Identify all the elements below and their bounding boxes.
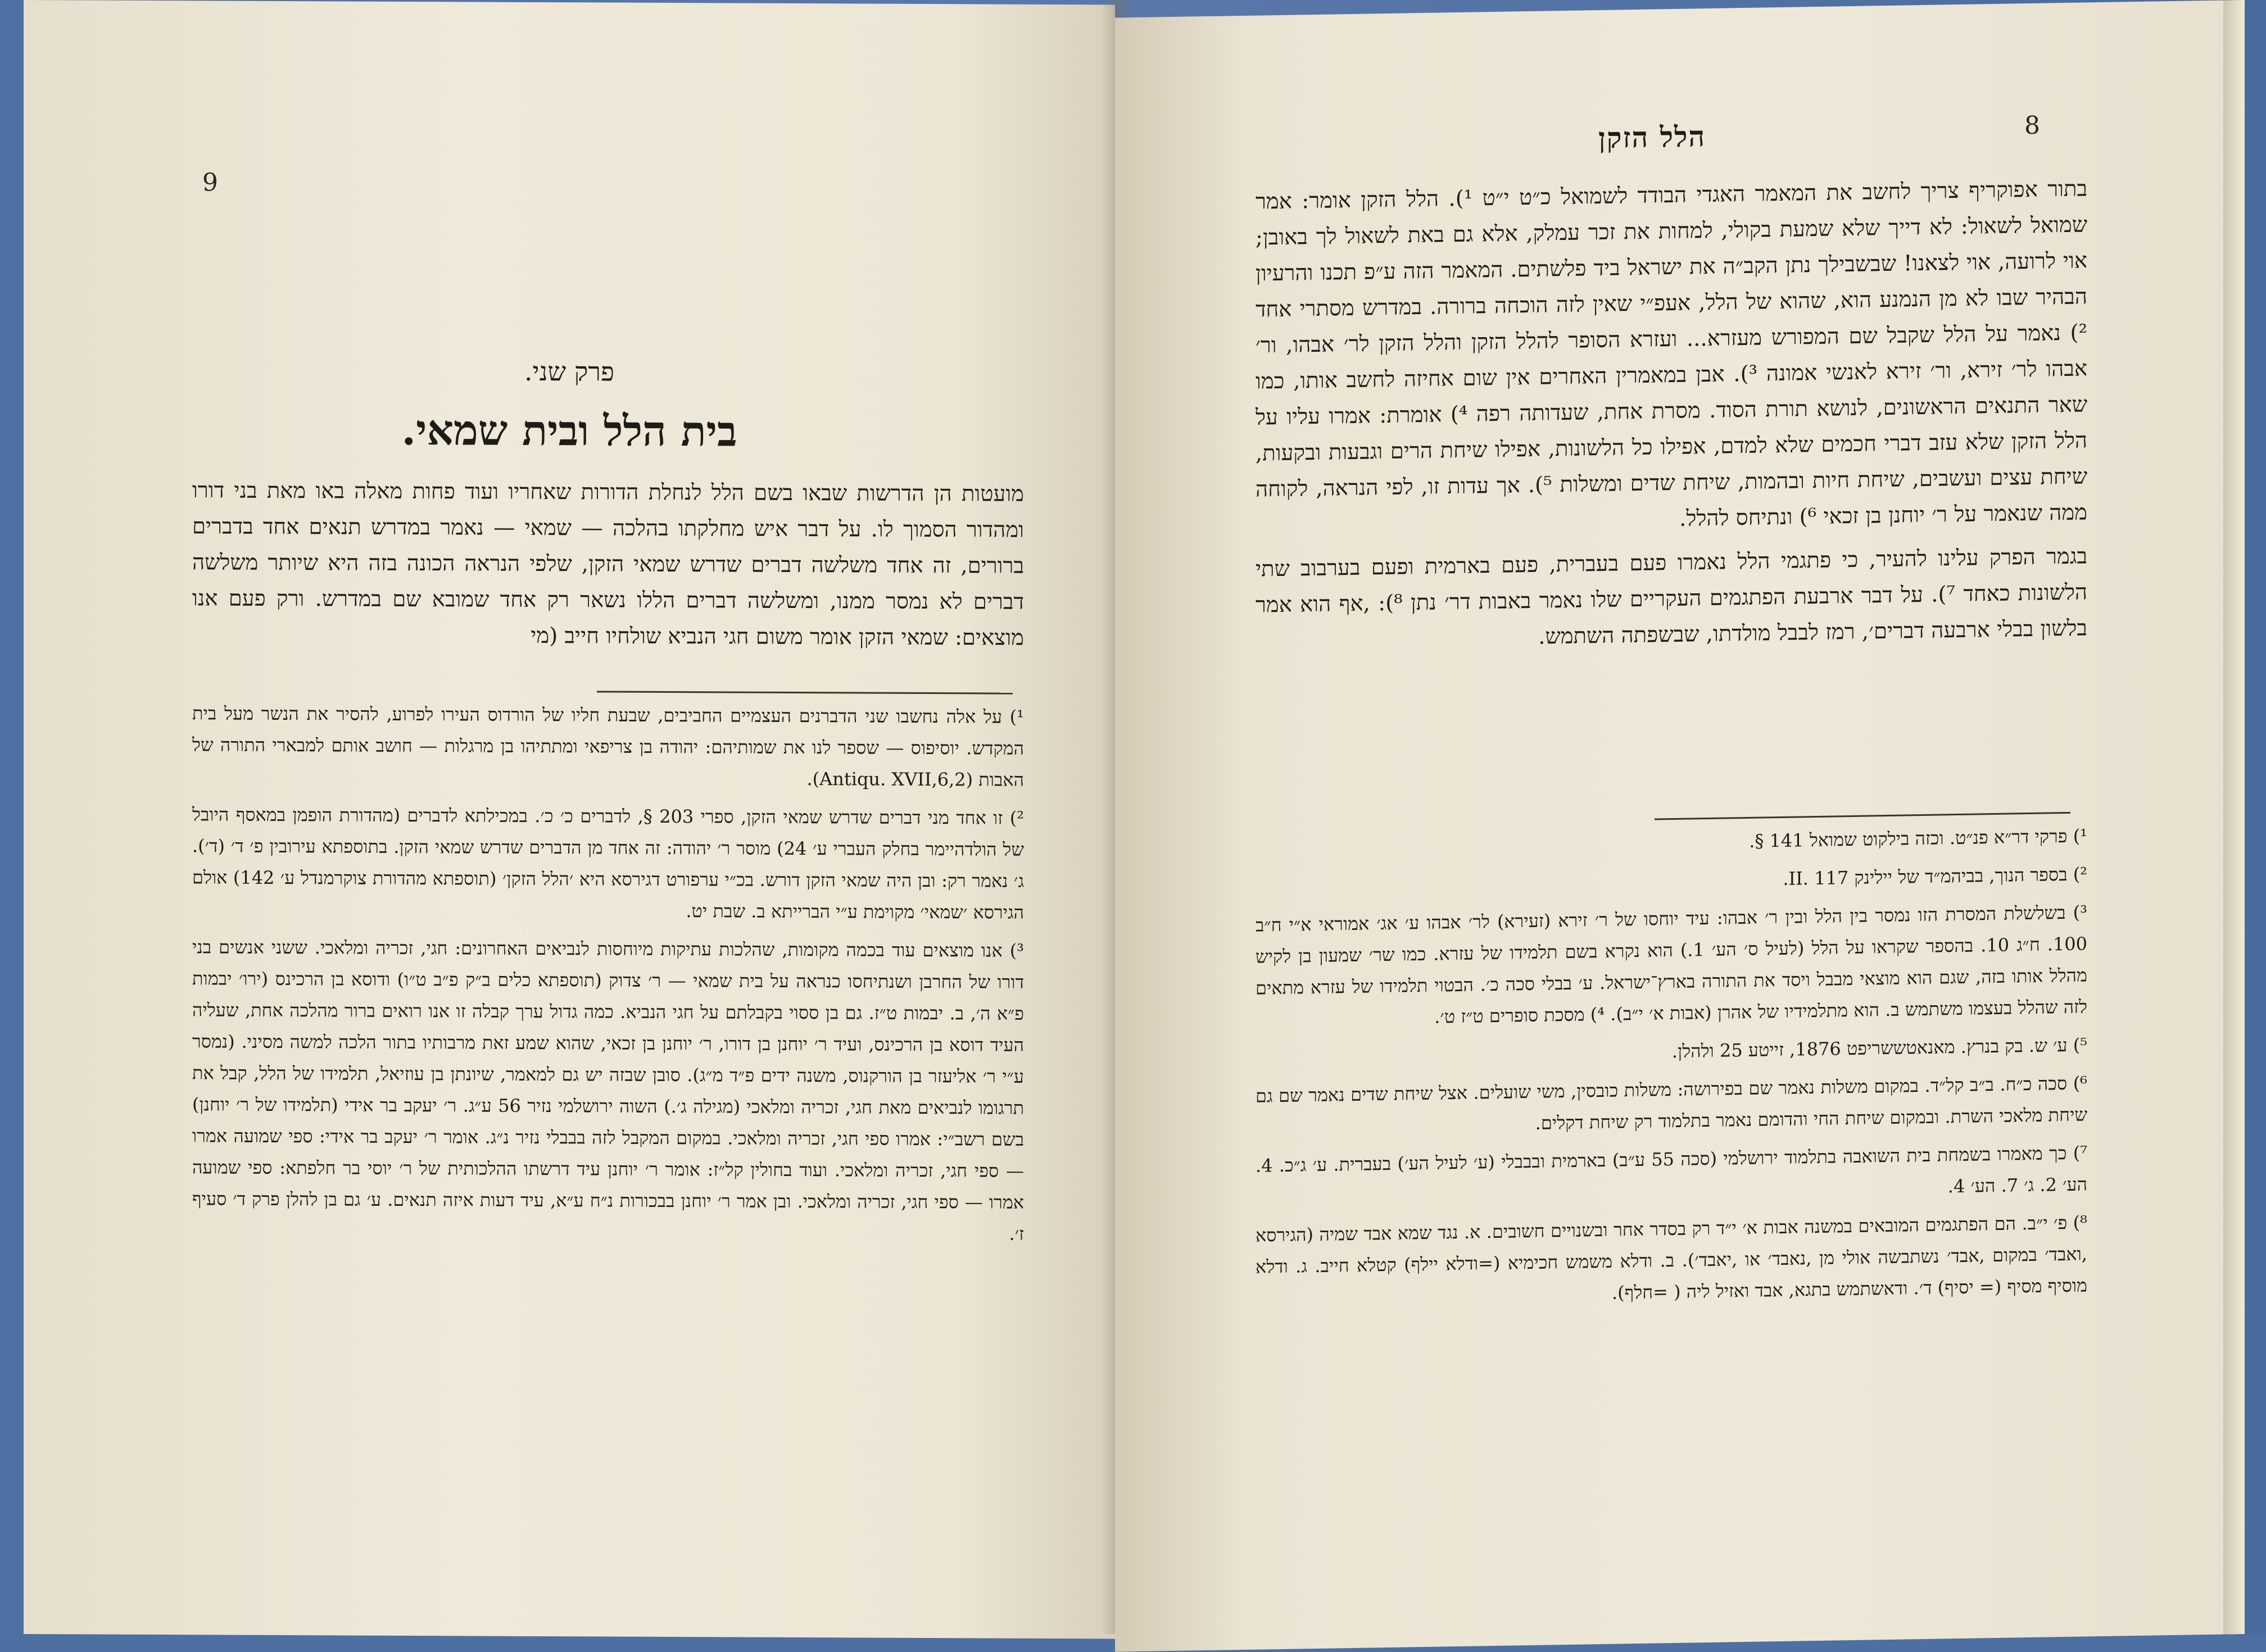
chapter-title: בית הלל ובית שמאי. [401, 406, 737, 456]
left-body-paragraph: מועטות הן הדרשות שבאו בשם הלל לנחלת הדורות שאחריו ועוד פחות מאלה באו מאת בני דורו ומהדור הסמוך לו. על דבר איש מחלקתו בהלכה — שמאי — נאמר במדרש תנאים אחד בדברים ברורים, זה אחד משלשה דברים שדרש שמאי הזקן, שלפי הנראה הכונה בזה היא שיותר משלשה דברים לא נמסר ממנו, ומשלשה דברים הללו נשאר רק אחד שמובא שם במדרש. ורק פעם אנו מוצאים: שמאי הזקן אומר משום חגי הנביא שולחיו חייב (מי [192, 478, 1024, 651]
right-body-paragraph: בתור אפוקריף צריך לחשב את המאמר האגדי הבודד לשמואל כ״ט י״ט ¹). הלל הזקן אומר: אמר שמואל לשאול: לא דייך שלא שמעת בקולי, למחות את זכר עמלק, אלא גם באת לשאול לך באובן; אוי לרועה, אוי לצאנו! שבשבילך נתן הקב״ה את ישראל ביד פלשתים. המאמר הזה ע״פ תכנו והרעיון הבהיר שבו לא מן הנמנע הוא, שהוא של הלל, אעפ״י שאין לזה הוכחה ברורה. במדרש מסתרי אחד ²) נאמר על הלל שקבל שם המפורש מעזרא... ועזרא הסופר להלל הזקן והלל הזקן לר׳ אבהו, ור׳ אבהו לר׳ זירא, ור׳ זירא לאנשי אמונה ³). אבן במאמרין האחרים אין שום אחיזה לחשב אותו, כמו שאר התנאים הראשונים, לנושא תורת הסוד. מסרת אחת, שעדותה רפה ⁴) אומרת: אמרו עליו על הלל הזקן שלא עזב דברי חכמים שלא למדם, אפילו כל הלשונות, אפילו שיחת הרים וגבעות ובקעות, שיחת עצים ועשבים, שיחת חיות ובהמות, שיחת שדים ומשלות ⁵). אך עדות זו, לפי הנראה, לקוחה ממה שנאמר על ר׳ יוחנן בן זכאי ⁶) ונתיחס להלל. [1256, 176, 2087, 532]
footnote-rule [597, 691, 1013, 694]
footnote: ¹) פרקי דר״א פנ״ט. וכזה בילקוט שמואל 141 §. [1749, 825, 2087, 852]
right-footnotes [1256, 820, 2087, 1320]
right-body-paragraph: בגמר הפרק עלינו להעיר, כי פתגמי הלל נאמרו פעם בעברית, פעם בארמית ופעם בערבוב שתי הלשונות כאחד ⁷). על דבר ארבעת הפתגמים העקריים שלו נאמר באבות דר׳ נתן ⁸): ,אף הוא אמר בלשון בבלי ארבעה דברים׳, רמז לבבל מולדתו, שבשפתה השתמש. [1256, 543, 2087, 650]
left-page [24, 0, 1115, 1639]
left-footnotes [192, 697, 1024, 1256]
footnote: ⁶) סכה כ״ח. ב״ב קל״ד. במקום משלות נאמר שם בפירושה: משלות כובסין, משי שועלים. אצל שיחת שדים נאמר שם גם שיחת מלאכי השרת. ובמקום שיחת החי והדומם נאמר בתלמוד רק שיחת דקלים. [1256, 1072, 2087, 1134]
right-body-text [1256, 171, 2087, 667]
footnote: ¹) על אלה נחשבו שני הדברנים העצמיים החביבים, שבעת חליו של הורדוס העירו לפרוע, להסיר את הנשר מעל בית המקדש. יוסיפוס — שספר לנו את שמותיהם: יהודה בן צריפאי ומתתיהו בן מרגלות — חושב אותם למבארי התורה של האבות (Antiqu. XVII,6,2). [192, 702, 1024, 791]
footnote: ²) זו אחד מני דברים שדרש שמאי הזקן, ספרי 203 §, לדברים כ׳ כ׳. במכילתא לדברים (מהדורת הופמן במאסף היובל של הולדהיימר בחלק העברי ע׳ 24) מוסר ר׳ יהודה: זה אחד מן הדברים שדרש שמאי הזקן. בתוספתא עירובין פ׳ ד׳ (ד׳). ג׳ נאמר רק: ובן היה שמאי הזקן דורש. בכ״י ערפורט דגירסא היא ׳הלל הזקן׳ (תוספתא מהדורת צוקרמנדל ע׳ 142) אולם הגירסא ׳שמאי׳ מקוימת ע״י הברייתא ב. שבת יט. [192, 804, 1025, 923]
running-head: הלל הזקן [1598, 120, 1706, 155]
left-body-text [192, 473, 1024, 664]
page-edge [2223, 0, 2245, 1635]
footnote-rule [1655, 812, 2070, 820]
page-number-right: 8 [2024, 111, 2040, 140]
footnote: ²) בספר הנוך, בביהמ״ד של יילינק II. 117. [1783, 863, 2087, 889]
footnote: ³) אנו מוצאים עוד בכמה מקומות, שהלכות עתיקות מיוחסות לנביאים האחרונים: חגי, זכריה ומלאכי. ששני אנשים בני דורו של החרבן ושנתיחסו כנראה על בית שמאי — ר׳ צדוק (תוספתא כלים ב״ק פ״ב ט״ו) ודוסא בן הרכינס (ירו׳ יבמות פ״א ה׳, ב. יבמות ט״ז. גם בן ססוי בקבלתם על חגי הנביא. כמה גדול ערך קבלה זו אנו רואים ברור מהלכה אחת, שעליה העיד דוסא בן הרכינס, ועיד ר׳ יוחנן בן דורו, ר׳ יוחנן בן זכאי, שהוא שמע זאת מרבותיו בתור הלכה למשה מסיני. (נמסר ע״י ר׳ אליעזר בן הורקנוס, משנה ידים פ״ד מ״ג). סובן שבזה יש גם למאמר, שיונתן בן עוזיאל, תלמידו של הלל, קבל את תרגומו לנביאים מאת חגי, זכריה ומלאכי (מגילה ג׳.) השוה ירושלמי נזיר 56 ע״ג. ר׳ יעקב בר אידי (תלמידו של ר׳ יוחנן) בשם רשב״י: אמרו ספי חגי, זכריה ומלאכי. במקום המקבל לזה בבבלי נזיר נ״ג. אומר ר׳ יעקב בר אידי: ספי שמועה אמרו — ספי חגי, זכריה ומלאכי. ועוד בחולין קל״ז: אומר ר׳ יוחנן עיד דרשתו ההלכותית של ר׳ יוסי בר חלפתא: ספי שמועה אמרו — ספי חגי, זכריה ומלאכי. ובן אמר ר׳ יוחנן בבכורות נ״ח ע״א, עיד דעות איזה תנאים. ע׳ גם בן להלן פרק ד׳ סעיף ז׳. [192, 936, 1025, 1245]
chapter-number: פרק שני. [524, 356, 615, 387]
footnote: ⁵) ע׳ ש. בק בנרץ. מאנאטששריפט 1876, זייטע 25 ולהלן. [1671, 1034, 2087, 1063]
footnote: ⁷) כך מאמרו בשמחת בית השואבה בתלמוד ירושלמי (סכה 55 ע״ב) בארמית ובבבלי (ע׳ לעיל הע׳) בעברית. ע׳ ג״כ. 4. הע׳ 2. ג׳ 7. הע׳ 4. [1256, 1142, 2088, 1197]
footnote: ³) בשלשלת המסרת הזו נמסר בין הלל ובין ר׳ אבהו: עיד יוחסו של ר׳ זירא (זעירא) לר׳ אבהו ע׳ אג׳ אמוראי א״י ח״ב 100. ח״ג 10. בהספר שקראו על הלל (לעיל ס׳ הע׳ 1.) הוא נקרא בשם תלמידו של עזרא. כמו שר׳ שמעון בן לקיש מהלל אותו בזה, שגם הוא מוצאי מבבל ויסד את התורה בארץ־ישראל. ע׳ בבלי סכה כ׳. הבטוי תלמידו של עזרא מתאים לזה שהלל בעצמו משתמש ב. הוא מתלמידיו של אהרן (אבות א׳ י״ב). ⁴) מסכת סופרים ט״ז ט׳. [1256, 901, 2088, 1028]
footnote: ⁸) פ׳ י״ב. הם הפתגמים המובאים במשנה אבות א׳ י״ד רק בסדר אחר ובשנויים חשובים. א. נגד שמא אבד שמיה (הגירסא ,ואבד׳ במקום ,אבד׳ נשתבשה אולי מן ,נאבד׳ או ,יאבד׳). ב. ודלא משמש חכימיא (=ודלא יילף) קטלא חייב. ג. ודלא מוסיף מסיף (= יסיף) ד׳. ודאשתמש בתגא, אבד ואזיל ליה ( =חלף). [1256, 1211, 2087, 1304]
right-page [1115, 0, 2245, 1652]
page-number-left: 9 [202, 168, 218, 197]
